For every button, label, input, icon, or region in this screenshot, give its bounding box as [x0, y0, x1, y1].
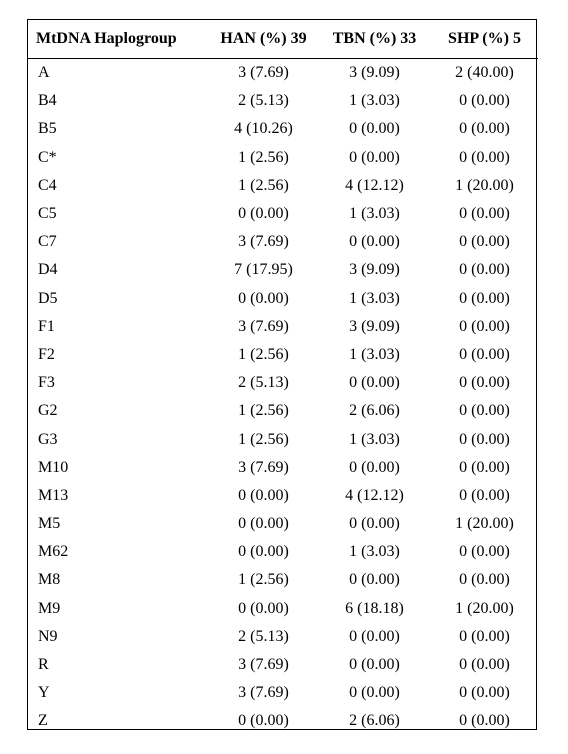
table-row: [28, 256, 538, 284]
han-cell: 3 (7.69): [238, 656, 289, 674]
haplogroup-table-frame: [27, 19, 537, 730]
haplogroup-cell: B4: [38, 92, 57, 110]
han-cell: 1 (2.56): [238, 176, 289, 194]
table-row: [28, 538, 538, 566]
tbn-cell: 0 (0.00): [349, 571, 400, 589]
shp-cell: 0 (0.00): [459, 374, 510, 392]
han-cell: 3 (7.69): [238, 64, 289, 82]
table-body: [28, 59, 538, 736]
shp-cell: 0 (0.00): [459, 543, 510, 561]
haplogroup-cell: M5: [38, 515, 61, 533]
column-header-shp: SHP (%) 5: [431, 20, 538, 59]
table-row: [28, 707, 538, 735]
tbn-cell: 2 (6.06): [349, 402, 400, 420]
shp-cell: 0 (0.00): [459, 120, 510, 138]
table-row: [28, 369, 538, 397]
table-row: [28, 115, 538, 143]
tbn-cell: 0 (0.00): [349, 148, 400, 166]
tbn-cell: 0 (0.00): [349, 684, 400, 702]
haplogroup-table: [28, 20, 538, 736]
haplogroup-cell: C7: [38, 233, 57, 251]
tbn-cell: 1 (3.03): [349, 92, 400, 110]
haplogroup-cell: M8: [38, 571, 61, 589]
shp-cell: 0 (0.00): [459, 458, 510, 476]
han-cell: 4 (10.26): [234, 120, 293, 138]
han-cell: 3 (7.69): [238, 317, 289, 335]
table-row: [28, 482, 538, 510]
haplogroup-cell: M13: [38, 486, 69, 504]
tbn-cell: 0 (0.00): [349, 233, 400, 251]
han-cell: 0 (0.00): [238, 486, 289, 504]
han-cell: 0 (0.00): [238, 543, 289, 561]
haplogroup-cell: G2: [38, 402, 58, 420]
shp-cell: 1 (20.00): [455, 599, 514, 617]
han-cell: 2 (5.13): [238, 627, 289, 645]
han-cell: 3 (7.69): [238, 458, 289, 476]
han-cell: 0 (0.00): [238, 289, 289, 307]
tbn-cell: 3 (9.09): [349, 261, 400, 279]
tbn-cell: 1 (3.03): [349, 289, 400, 307]
table-row: [28, 510, 538, 538]
table-row: [28, 59, 538, 88]
tbn-cell: 0 (0.00): [349, 120, 400, 138]
shp-cell: 1 (20.00): [455, 515, 514, 533]
haplogroup-cell: Y: [38, 684, 50, 702]
shp-cell: 0 (0.00): [459, 205, 510, 223]
han-cell: 1 (2.56): [238, 148, 289, 166]
han-cell: 0 (0.00): [238, 712, 289, 730]
han-cell: 0 (0.00): [238, 515, 289, 533]
shp-cell: 1 (20.00): [455, 176, 514, 194]
han-cell: 2 (5.13): [238, 374, 289, 392]
han-cell: 1 (2.56): [238, 402, 289, 420]
tbn-cell: 0 (0.00): [349, 515, 400, 533]
tbn-cell: 3 (9.09): [349, 64, 400, 82]
tbn-cell: 2 (6.06): [349, 712, 400, 730]
haplogroup-cell: F2: [38, 345, 55, 363]
shp-cell: 0 (0.00): [459, 627, 510, 645]
han-cell: 3 (7.69): [238, 684, 289, 702]
haplogroup-cell: G3: [38, 430, 58, 448]
haplogroup-cell: B5: [38, 120, 57, 138]
table-row: [28, 144, 538, 172]
table-row: [28, 425, 538, 453]
haplogroup-cell: A: [38, 64, 50, 82]
table-row: [28, 313, 538, 341]
tbn-cell: 1 (3.03): [349, 543, 400, 561]
haplogroup-cell: M10: [38, 458, 69, 476]
table-row: [28, 200, 538, 228]
shp-cell: 0 (0.00): [459, 289, 510, 307]
tbn-cell: 4 (12.12): [345, 176, 404, 194]
table-row: [28, 595, 538, 623]
han-cell: 1 (2.56): [238, 571, 289, 589]
table-row: [28, 228, 538, 256]
column-header-han: HAN (%) 39: [209, 20, 318, 59]
table-header-row: [28, 20, 538, 59]
han-cell: 3 (7.69): [238, 233, 289, 251]
tbn-cell: 4 (12.12): [345, 486, 404, 504]
shp-cell: 0 (0.00): [459, 571, 510, 589]
table-row: [28, 651, 538, 679]
han-cell: 7 (17.95): [234, 261, 293, 279]
haplogroup-cell: M9: [38, 599, 61, 617]
column-header-haplogroup: MtDNA Haplogroup: [28, 20, 209, 59]
haplogroup-cell: D4: [38, 261, 58, 279]
tbn-cell: 1 (3.03): [349, 205, 400, 223]
tbn-cell: 0 (0.00): [349, 374, 400, 392]
shp-cell: 0 (0.00): [459, 148, 510, 166]
han-cell: 2 (5.13): [238, 92, 289, 110]
shp-cell: 0 (0.00): [459, 317, 510, 335]
shp-cell: 0 (0.00): [459, 486, 510, 504]
shp-cell: 0 (0.00): [459, 402, 510, 420]
table-row: [28, 566, 538, 594]
tbn-cell: 6 (18.18): [345, 599, 404, 617]
shp-cell: 0 (0.00): [459, 233, 510, 251]
shp-cell: 0 (0.00): [459, 656, 510, 674]
shp-cell: 0 (0.00): [459, 712, 510, 730]
tbn-cell: 1 (3.03): [349, 345, 400, 363]
shp-cell: 0 (0.00): [459, 92, 510, 110]
haplogroup-cell: R: [38, 656, 49, 674]
haplogroup-cell: F3: [38, 374, 55, 392]
haplogroup-cell: M62: [38, 543, 69, 561]
haplogroup-cell: Z: [38, 712, 48, 730]
tbn-cell: 0 (0.00): [349, 656, 400, 674]
tbn-cell: 0 (0.00): [349, 627, 400, 645]
haplogroup-cell: F1: [38, 317, 55, 335]
haplogroup-cell: D5: [38, 289, 58, 307]
column-header-tbn: TBN (%) 33: [318, 20, 431, 59]
shp-cell: 0 (0.00): [459, 430, 510, 448]
table-row: [28, 172, 538, 200]
table-row: [28, 397, 538, 425]
shp-cell: 0 (0.00): [459, 261, 510, 279]
han-cell: 1 (2.56): [238, 345, 289, 363]
shp-cell: 0 (0.00): [459, 684, 510, 702]
haplogroup-cell: C4: [38, 176, 57, 194]
haplogroup-cell: N9: [38, 627, 58, 645]
haplogroup-cell: C*: [38, 148, 57, 166]
tbn-cell: 3 (9.09): [349, 317, 400, 335]
table-row: [28, 341, 538, 369]
han-cell: 0 (0.00): [238, 205, 289, 223]
table-row: [28, 623, 538, 651]
tbn-cell: 0 (0.00): [349, 458, 400, 476]
tbn-cell: 1 (3.03): [349, 430, 400, 448]
table-row: [28, 679, 538, 707]
haplogroup-cell: C5: [38, 205, 57, 223]
shp-cell: 2 (40.00): [455, 64, 514, 82]
shp-cell: 0 (0.00): [459, 345, 510, 363]
han-cell: 0 (0.00): [238, 599, 289, 617]
han-cell: 1 (2.56): [238, 430, 289, 448]
table-row: [28, 454, 538, 482]
table-row: [28, 87, 538, 115]
table-row: [28, 285, 538, 313]
